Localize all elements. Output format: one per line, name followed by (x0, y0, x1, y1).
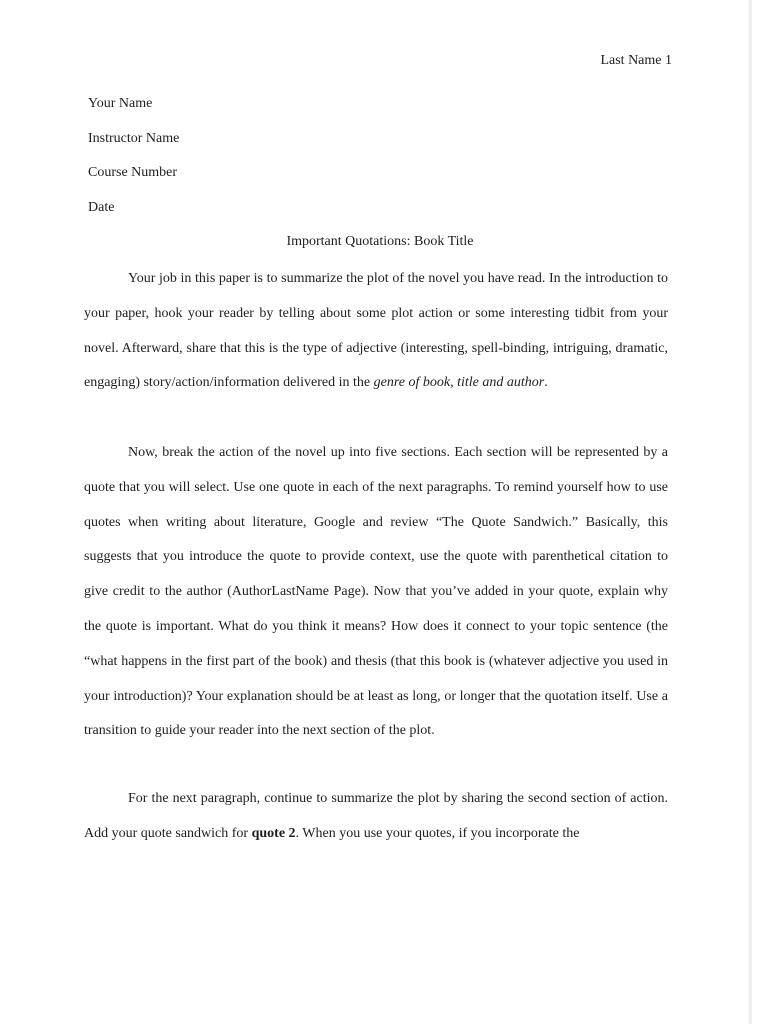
paragraph-next-section-bold: quote 2 (251, 825, 296, 841)
paragraph-next-section-end: . When you use your quotes, if you incorporate the (295, 825, 580, 841)
paragraph-quote-instructions (84, 436, 668, 749)
heading-course-number: Course Number (88, 165, 178, 180)
paragraph-intro-italic: genre of book, title and author (373, 375, 545, 391)
paragraph-intro-end: . (544, 375, 548, 391)
heading-student-name: Your Name (88, 96, 153, 111)
paragraph-next-section (84, 782, 668, 852)
heading-date: Date (88, 200, 115, 215)
paragraph-next-section-text: For the next paragraph, continue to summarize the plot by sharing the second section of action. Add your quote sandwich for (84, 791, 668, 841)
page-edge-shadow (748, 0, 752, 1024)
paragraph-intro-text: Your job in this paper is to summarize the plot of the novel you have read. In the introduction to your paper, hook your reader by telling about some plot action or some interesting tidbit from your novel. Afterward, share that this is the type of adjective (interesting, spell-binding, intriguing, dramatic, engaging) story/action/information delivered in the (84, 271, 668, 391)
running-head: Last Name 1 (600, 53, 672, 68)
heading-instructor-name: Instructor Name (88, 131, 180, 146)
paragraph-quote-instructions-text: Now, break the action of the novel up into five sections. Each section will be represented by a quote that you will select. Use one quote in each of the next paragraphs. To remind yourself how to use quotes when writing about literature, Google and review “The Quote Sandwich.” Basically, this suggests that you introduce the quote to provide context, use the quote with parenthetical citation to give credit to the author (AuthorLastName Page). Now that you’ve added in your quote, explain why the quote is important. What do you think it means? How does it connect to your topic sentence (the “what happens in the first part of the book) and thesis (that this book is (whatever adjective you used in your introduction)? Your explanation should be at least as long, or longer that the quotation itself. Use a transition to guide your reader into the next section of the plot. (84, 445, 668, 739)
paper-title: Important Quotations: Book Title (286, 234, 474, 249)
paragraph-intro (84, 262, 668, 401)
